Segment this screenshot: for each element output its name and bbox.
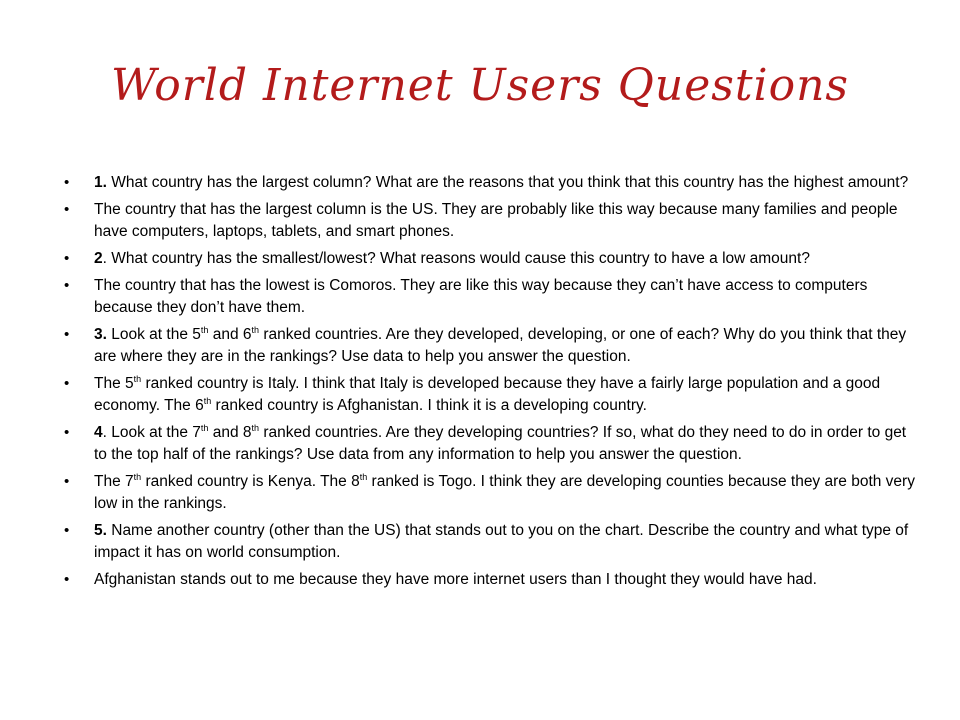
item-text: . Look at the 7 [102,424,201,441]
bullet-list [60,172,920,591]
item-text: Name another country (other than the US) that stands out to you on the chart. Describe the country and what type of impact it has on world consumption. [94,522,909,561]
answer-item [60,199,920,243]
question-item [60,172,920,194]
item-text: What country has the largest column? What are the reasons that you think that this country has the highest amount? [106,174,909,191]
question-number: 1. [94,174,107,191]
question-item [60,248,920,270]
item-text: Look at the 5 [106,326,201,343]
answer-item [60,569,920,591]
ordinal-suffix: th [251,324,260,335]
item-text: The country that has the largest column is the US. They are probably like this way because many families and people have computers, laptops, tablets, and smart phones. [94,201,898,240]
item-text: and 6 [208,326,252,343]
item-text: ranked countries. Are they developing countries? If so, what do they need to do in order to get to the top half of the rankings? Use data from any information to help you answer the question. [94,424,907,463]
answer-item [60,373,920,417]
question-item [60,422,920,466]
question-number: 2 [94,250,103,267]
item-text: and 8 [208,424,252,441]
item-text: ranked is Togo. I think they are developing counties because they are both very low in the rankings. [94,473,915,512]
question-number: 4 [94,424,103,441]
item-text: The 7 [94,473,134,490]
bullet-icon: • [64,326,70,343]
question-number: 3. [94,326,107,343]
ordinal-suffix: th [133,471,142,482]
bullet-icon: • [64,424,70,441]
bullet-icon: • [64,250,70,267]
item-text: ranked countries. Are they developed, developing, or one of each? Why do you think that they are where they are in the rankings? Use data to help you answer the question. [94,326,907,365]
item-text: . What country has the smallest/lowest? What reasons would cause this country to have a low amount? [102,250,810,267]
ordinal-suffix: th [200,324,209,335]
item-text: ranked country is Kenya. The 8 [141,473,360,490]
ordinal-suffix: th [251,422,260,433]
item-text: Afghanistan stands out to me because they have more internet users than I thought they would have had. [94,571,817,588]
question-item [60,520,920,564]
slide-content [60,172,920,596]
ordinal-suffix: th [203,395,212,406]
slide-title: World Internet Users Questions [111,60,849,111]
ordinal-suffix: th [133,373,142,384]
ordinal-suffix: th [200,422,209,433]
bullet-icon: • [64,522,70,539]
bullet-icon: • [64,201,70,218]
answer-item [60,471,920,515]
question-number: 5. [94,522,107,539]
answer-item [60,275,920,319]
item-text: The country that has the lowest is Comoros. They are like this way because they can’t have access to computers because they don’t have them. [94,277,868,316]
bullet-icon: • [64,174,70,191]
item-text: ranked country is Italy. I think that Italy is developed because they have a fairly large population and a good economy. The 6 [94,375,881,414]
item-text: ranked country is Afghanistan. I think it is a developing country. [211,397,647,414]
question-item [60,324,920,368]
bullet-icon: • [64,277,70,294]
bullet-icon: • [64,473,70,490]
bullet-icon: • [64,375,70,392]
bullet-icon: • [64,571,70,588]
item-text: The 5 [94,375,134,392]
ordinal-suffix: th [359,471,368,482]
